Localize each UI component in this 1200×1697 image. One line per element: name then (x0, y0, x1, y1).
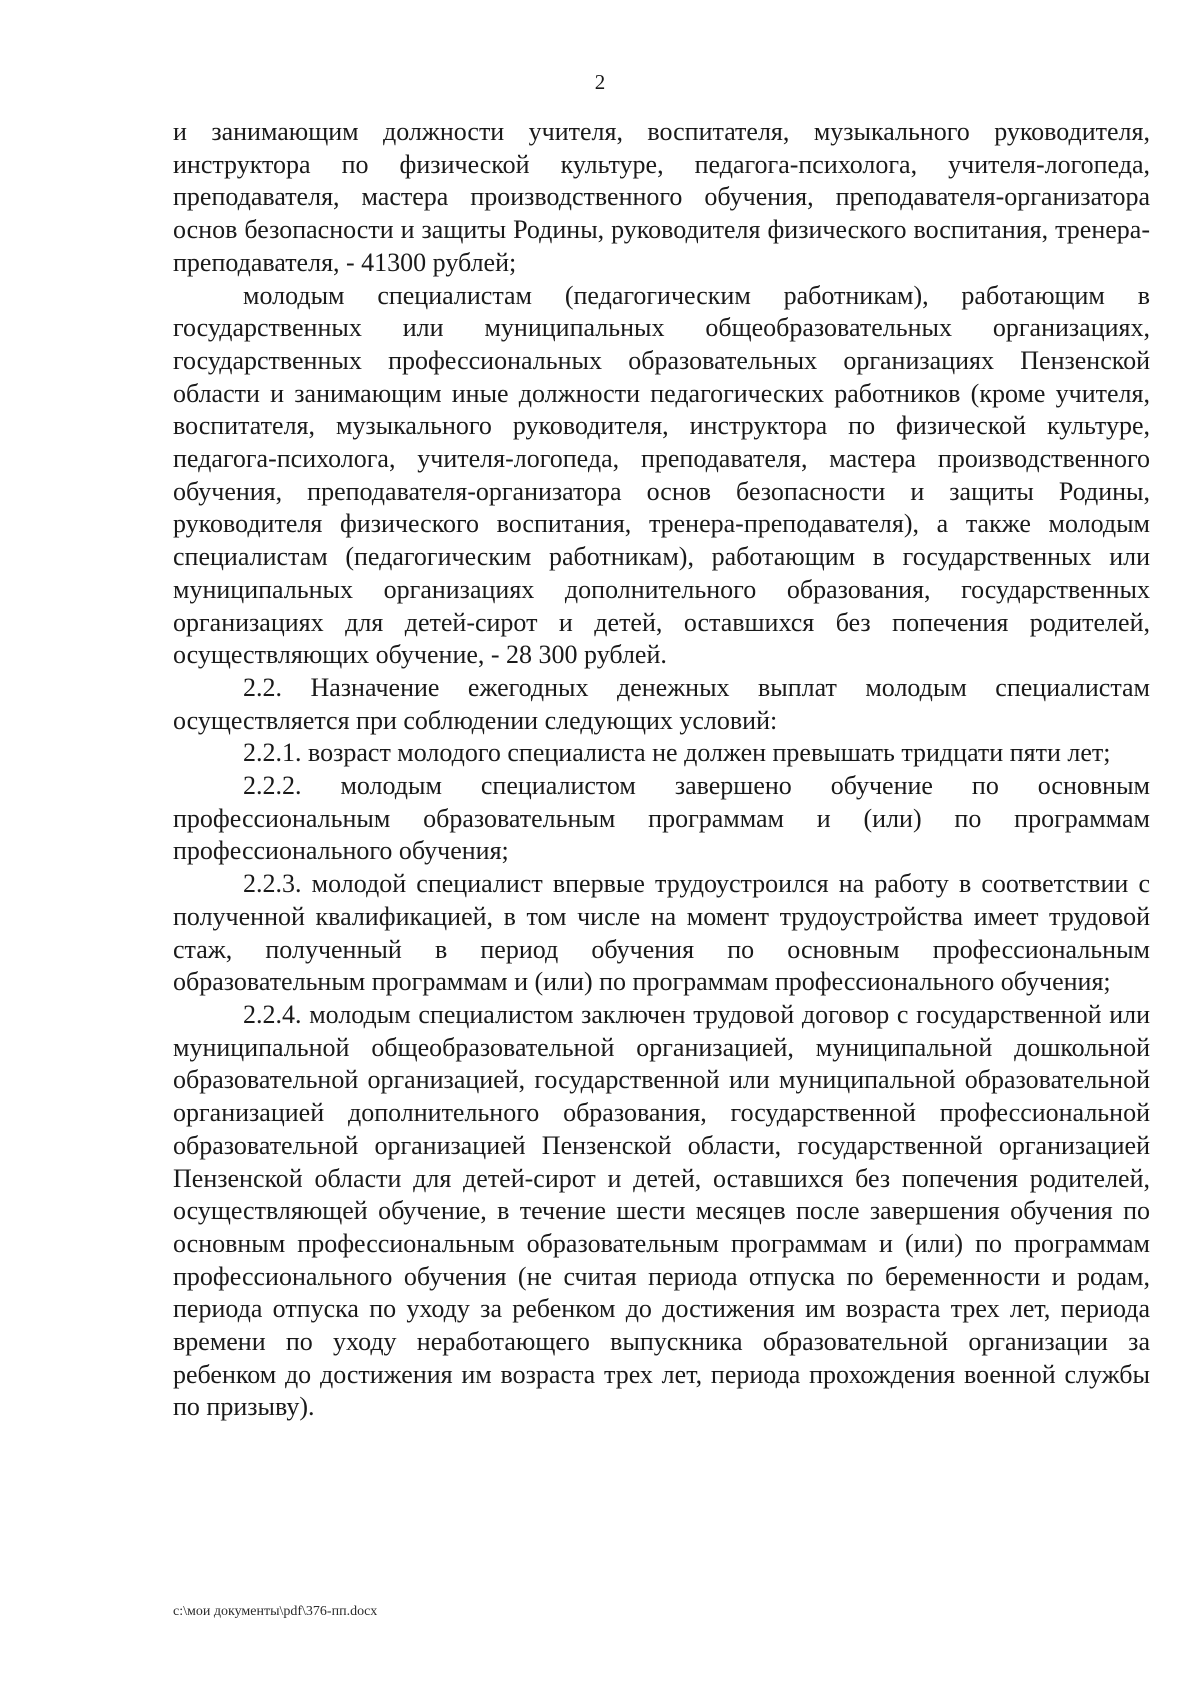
page-number: 2 (594, 70, 606, 94)
paragraph-2-2-3: 2.2.3. молодой специалист впервые трудоустроился на работу в соответствии с полученной квалификацией, в том числе на момент трудоустройства имеет трудовой стаж, полученный в период обучения по основным профессиональным образовательным программам и (или) по программам профессионального обучения; (173, 869, 1150, 997)
paragraph-2-2-1: 2.2.1. возраст молодого специалиста не должен превышать тридцати пяти лет; (243, 738, 1111, 768)
paragraph-2-2-4: 2.2.4. молодым специалистом заключен трудовой договор с государственной или муниципальной общеобразовательной организацией, муниципальной дошкольной образовательной организацией, государственной или муниципальной образовательной организацией дополнительного образования, государственной профессиональной образовательной организацией Пензенской области, государственной организацией Пензенской области для детей-сирот и детей, оставшихся без попечения родителей, осуществляющей обучение, в течение шести месяцев после завершения обучения по основным профессиональным образовательным программам и (или) по программам профессионального обучения (не считая периода отпуска по беременности и родам, периода отпуска по уходу за ребенком до достижения им возраста трех лет, периода времени по уходу неработающего выпускника образовательной организации за ребенком до достижения им возраста трех лет, периода прохождения военной службы по призыву). (173, 999, 1150, 1422)
paragraph-other-positions: молодым специалистам (педагогическим работникам), работающим в государственных или муниципальных общеобразовательных организациях, государственных профессиональных образовательных организациях Пензенской области и занимающим иные должности педагогических работников (кроме учителя, воспитателя, музыкального руководителя, инструктора по физической культуре, педагога-психолога, учителя-логопеда, преподавателя, мастера производственного обучения, преподавателя-организатора основ безопасности и защиты Родины, руководителя физического воспитания, тренера-преподавателя), а также молодым специалистам (педагогическим работникам), работающим в государственных или муниципальных организациях дополнительного образования, государственных организациях для детей-сирот и детей, оставшихся без попечения родителей, осуществляющих обучение, - 28 300 рублей. (173, 280, 1150, 670)
paragraph-continuation: и занимающим должности учителя, воспитателя, музыкального руководителя, инструктора по физической культуре, педагога-психолога, учителя-логопеда, преподавателя, мастера производственного обучения, преподавателя-организатора основ безопасности и защиты Родины, руководителя физического воспитания, тренера-преподавателя, - 41300 рублей; (173, 117, 1150, 277)
document-body (173, 116, 1150, 1424)
footer-file-path: c:\мои документы\pdf\376-пп.docx (173, 1604, 378, 1619)
paragraph-2-2-2: 2.2.2. молодым специалистом завершено обучение по основным профессиональным образовательным программам и (или) по программам профессионального обучения; (173, 771, 1150, 866)
paragraph-2-2: 2.2. Назначение ежегодных денежных выплат молодым специалистам осуществляется при соблюдении следующих условий: (173, 672, 1150, 735)
